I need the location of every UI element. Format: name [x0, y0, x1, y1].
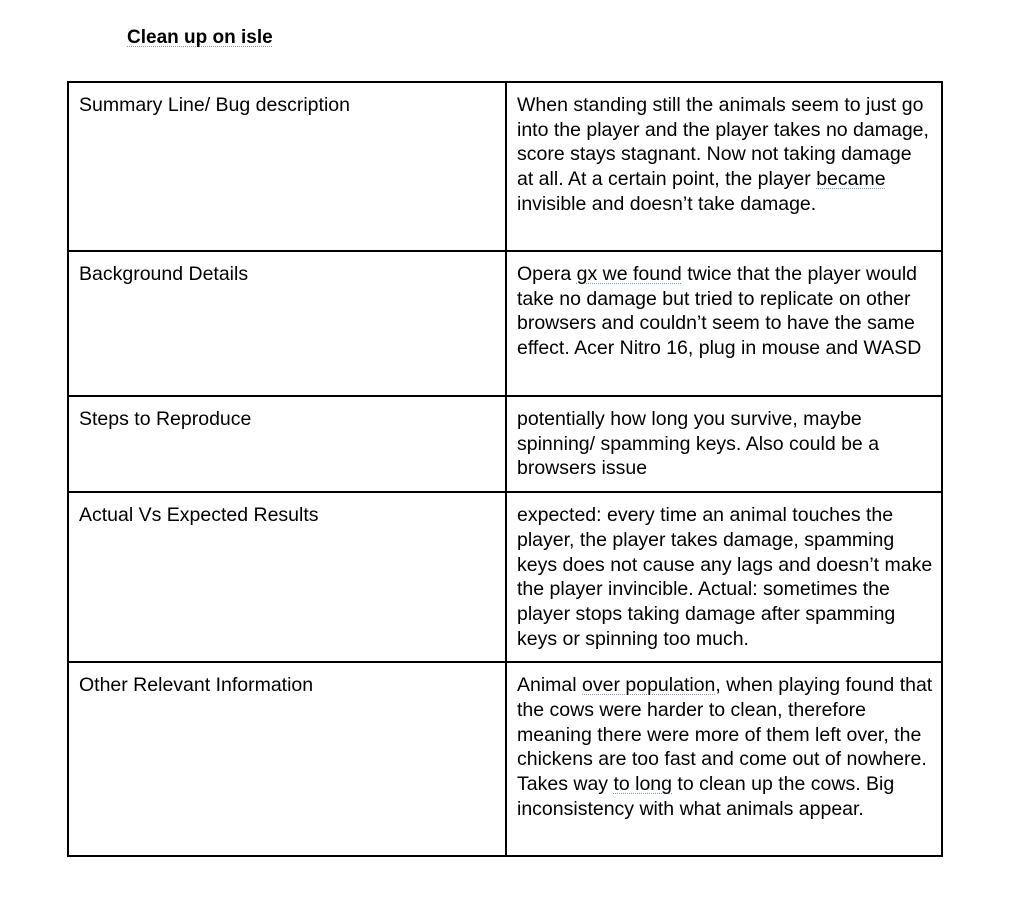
table-row-steps	[68, 396, 942, 492]
field-label-summary: Summary Line/ Bug description	[68, 82, 506, 251]
field-label-steps: Steps to Reproduce	[68, 396, 506, 492]
spellcheck-flagged-text: over population	[582, 674, 716, 697]
text-run: to clean up the cows. Big inconsistency with what animals appear.	[517, 773, 895, 820]
text-run: invisible and doesn’t take damage.	[517, 192, 817, 215]
text-run: Animal	[517, 674, 583, 697]
document-title: Clean up on isle	[127, 27, 273, 48]
text-run: Opera	[517, 263, 577, 285]
spellcheck-flagged-text: gx we found	[576, 263, 682, 285]
field-value-other-info	[506, 662, 942, 856]
field-value-steps: potentially how long you survive, maybe spinning/ spamming keys. Also could be a browsers issue	[506, 396, 942, 492]
text-run: , when playing found that the cows were harder to clean, therefore meaning there were more of them left over, the chickens are too fast and come out of nowhere. Takes way	[517, 674, 933, 796]
spellcheck-flagged-text: to long	[613, 773, 673, 796]
text-run: When standing still the animals seem to just go into the player and the player takes no damage, score stays stagnant. Now not taking damage at all. At a certain point, the player	[517, 94, 929, 191]
table-row-results	[68, 492, 942, 662]
bug-report-table	[67, 81, 943, 857]
table-row-other-info	[68, 662, 942, 856]
table-row-summary	[68, 82, 942, 251]
table-row-background	[68, 251, 942, 396]
field-value-background	[506, 251, 942, 396]
field-value-results: expected: every time an animal touches the player, the player takes damage, spamming keys does not cause any lags and doesn’t make the player invincible. Actual: sometimes the player stops taking damage after spamming keys or spinning too much.	[506, 492, 942, 662]
field-label-background: Background Details	[68, 251, 506, 396]
field-value-summary	[506, 82, 942, 251]
spellcheck-flagged-text: became	[816, 168, 886, 191]
text-run: twice that the player would take no damage but tried to replicate on other browsers and couldn’t seem to have the same effect. Acer Nitro 16, plug in mouse and WASD	[517, 263, 922, 360]
field-label-results: Actual Vs Expected Results	[68, 492, 506, 662]
field-label-other-info: Other Relevant Information	[68, 662, 506, 856]
